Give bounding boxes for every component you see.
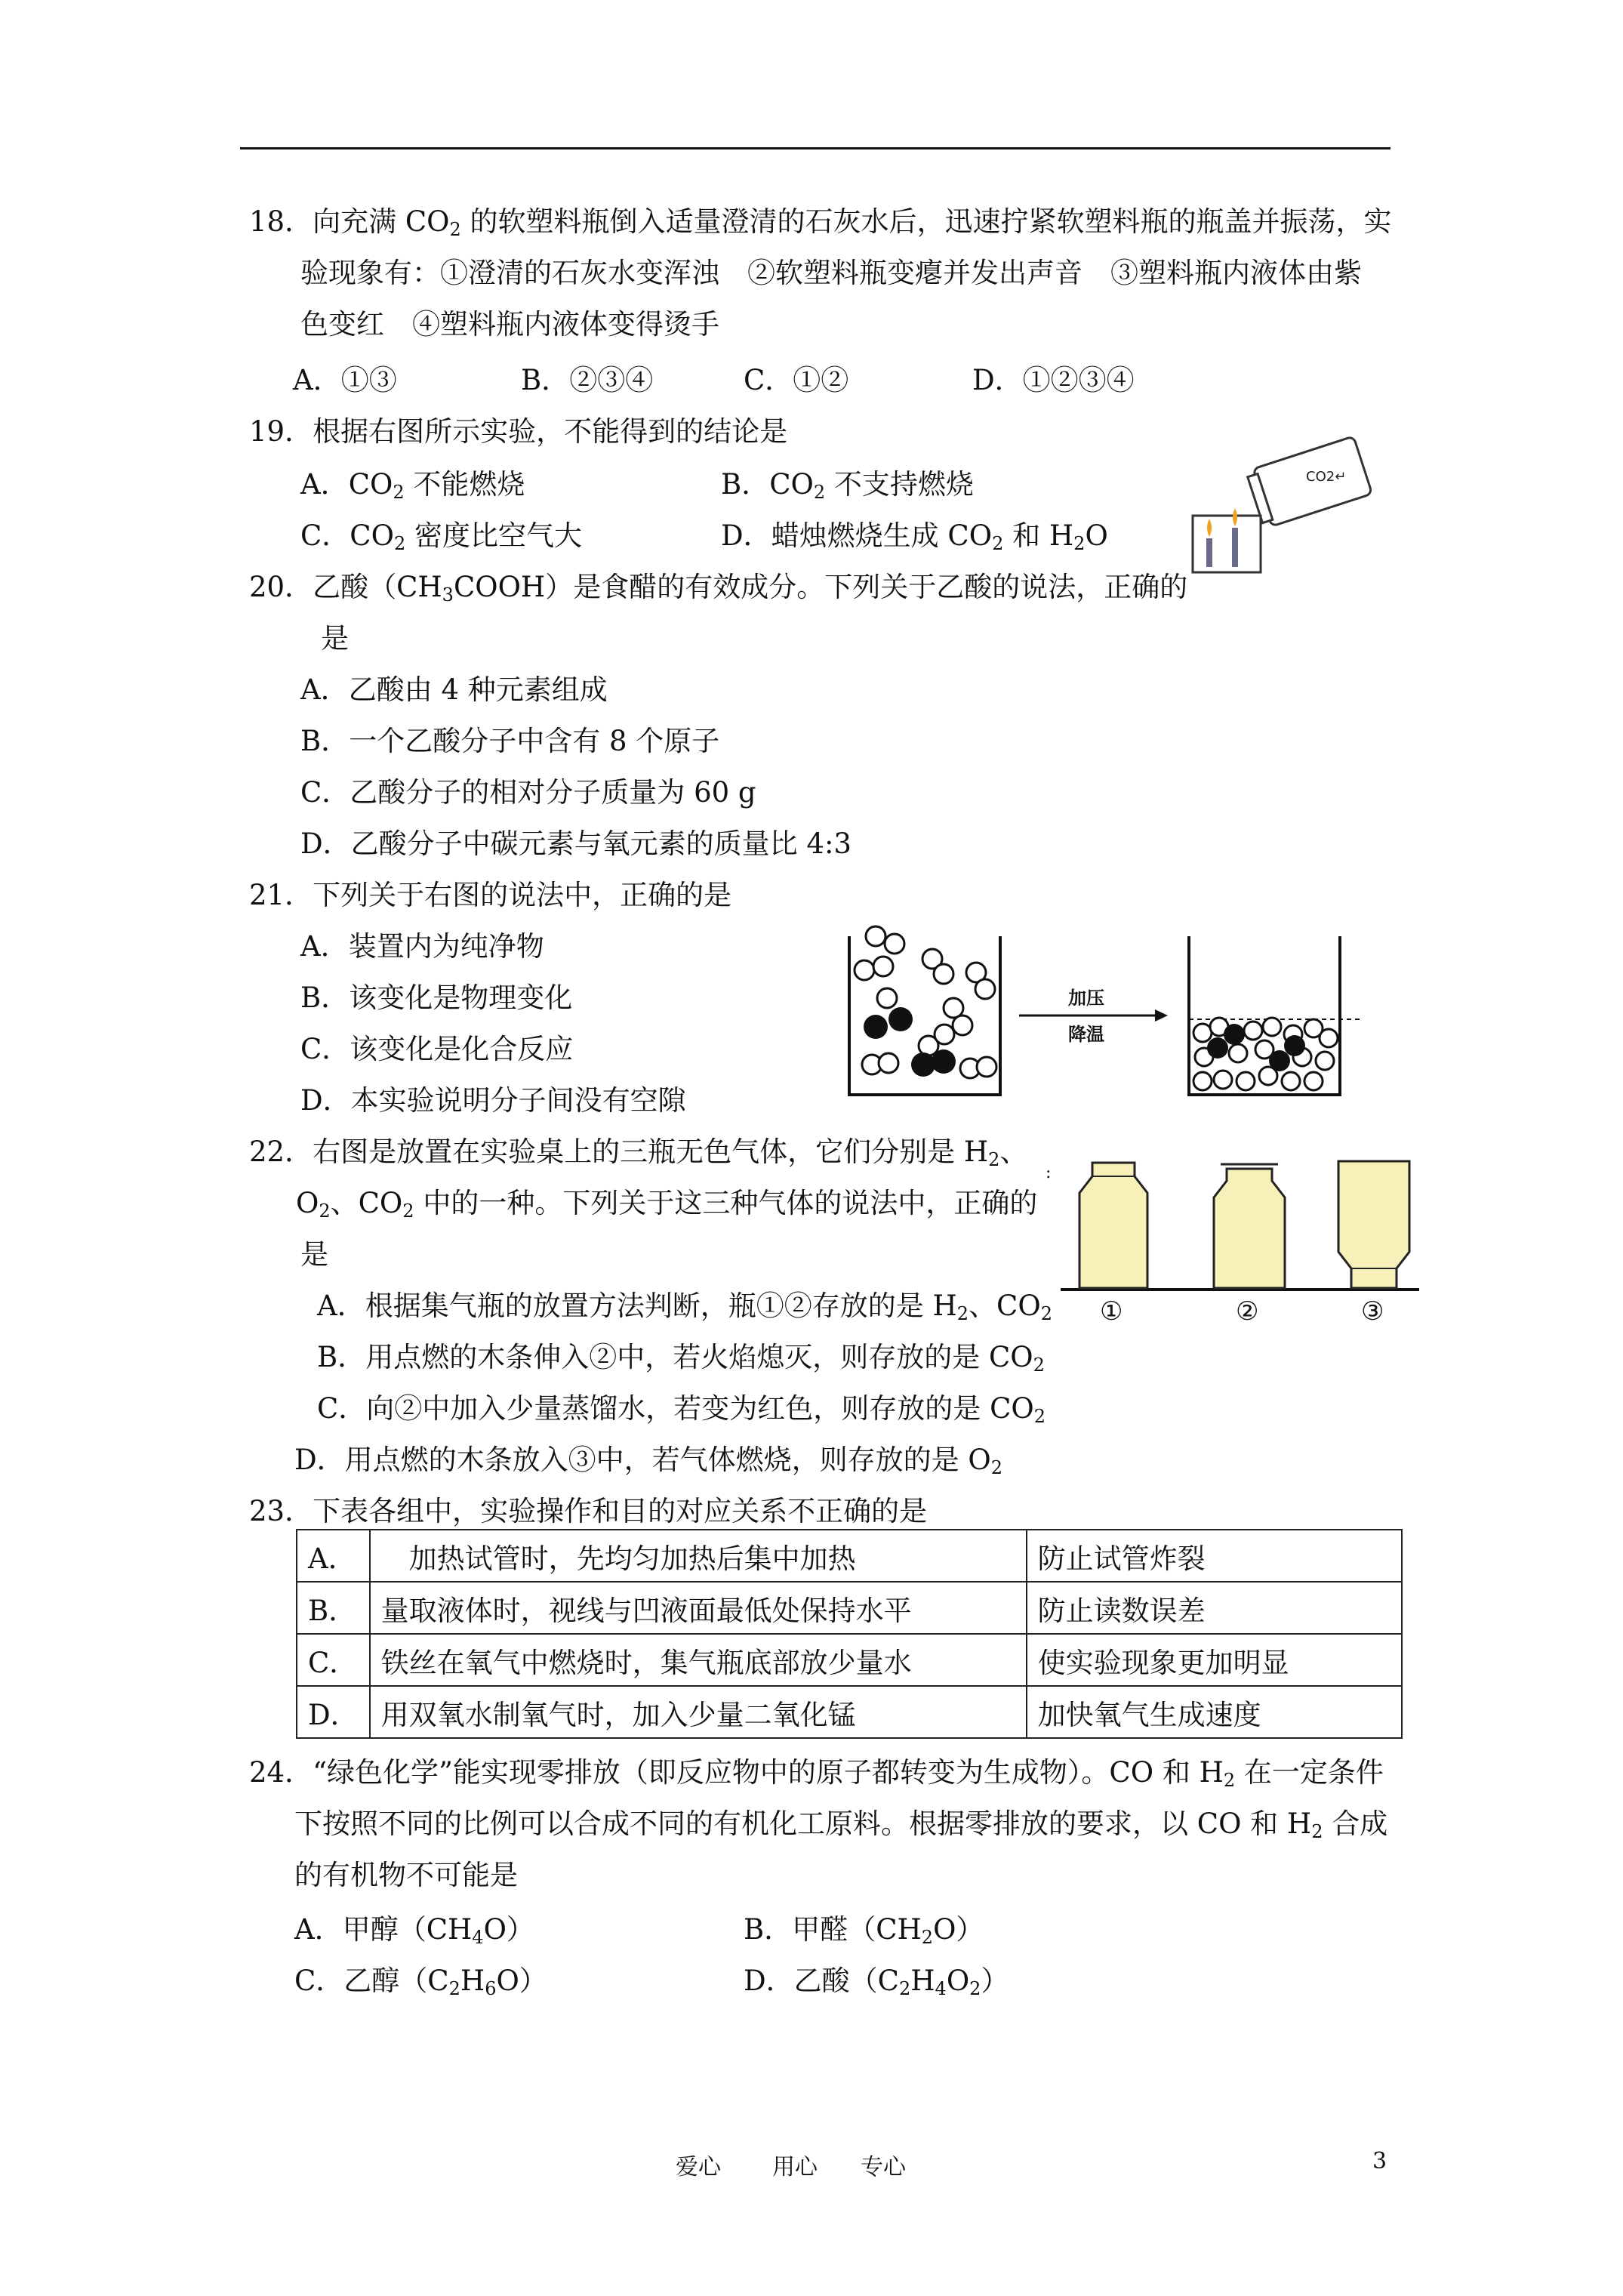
table-row: C． 铁丝在氧气中燃烧时，集气瓶底部放少量水 使实验现象更加明显 — [297, 1634, 1402, 1686]
header-rule — [240, 147, 1390, 149]
gas-bottles-figure — [1046, 1155, 1423, 1329]
arrow-label-pressurize: 加压 — [1068, 988, 1104, 1009]
bottle-1 — [1079, 1163, 1147, 1288]
q22-option-c: C．向②中加入少量蒸馏水，若变为红色，则存放的是 $CO_2$ — [317, 1392, 1046, 1427]
arrow-label-cool: 降温 — [1068, 1024, 1104, 1045]
q19-option-c: C．$CO_2$ 密度比空气大 — [300, 519, 583, 554]
q22-stem-cont: $O_2$、$CO_2$ 中的一种。下列关于这三种气体的说法中，正确的 — [296, 1187, 1038, 1222]
q21-option-b: B．该变化是物理变化 — [300, 982, 573, 1014]
q21-option-c: C．该变化是化合反应 — [300, 1033, 574, 1065]
q24-line2: 下按照不同的比例可以合成不同的有机化工原料。根据零排放的要求，以 CO 和 $H_2$ 合成 — [294, 1808, 1388, 1842]
container-after — [1189, 936, 1363, 1095]
q20-stem: 20．乙酸$(CH_3COOH)$是食醋的有效成分。下列关于乙酸的说法，正确的 — [249, 571, 1188, 606]
bottle-2 — [1214, 1164, 1285, 1288]
q24-option-d: D．乙酸$(C_2H_4O_2)$ — [744, 1965, 1009, 1999]
q23-table — [296, 1529, 1403, 1739]
q18-line2: 验现象有：①澄清的石灰水变浑浊 ②软塑料瓶变瘪并发出声音 ③塑料瓶内液体由紫 — [300, 257, 1362, 289]
q22-option-d: D．用点燃的木条放入③中，若气体燃烧，则存放的是 $O_2$ — [294, 1444, 1003, 1478]
q24-line3: 的有机物不可能是 — [294, 1859, 518, 1891]
q20-option-d: D．乙酸分子中碳元素与氧元素的质量比 4:3 — [300, 827, 852, 860]
q20-option-a: A．乙酸由 4 种元素组成 — [300, 673, 608, 706]
bottle-1-label: ① — [1100, 1296, 1123, 1327]
q23-stem: 23．下表各组中，实验操作和目的对应关系不正确的是 — [249, 1495, 928, 1527]
q24-option-b: B．甲醛$(CH_2O)$ — [744, 1913, 984, 1948]
footer-motto-2: 用心 — [772, 2154, 818, 2180]
footer-motto-1: 爱心 — [676, 2154, 721, 2180]
q18-option-b: B．②③④ — [521, 364, 654, 396]
svg-text::: : — [1046, 1163, 1052, 1182]
q20-stem-cont: 是 — [321, 622, 349, 655]
footer-motto-3: 专心 — [861, 2154, 906, 2180]
bottle-3-inverted — [1338, 1161, 1409, 1288]
co2-jar-label: CO2↵ — [1306, 469, 1347, 485]
q18-line3: 色变红 ④塑料瓶内液体变得烫手 — [300, 308, 719, 341]
q22-stem: 22．右图是放置在实验桌上的三瓶无色气体，它们分别是 $H_2$、 — [249, 1136, 1028, 1170]
bottle-3-label: ③ — [1361, 1296, 1384, 1327]
beaker — [1193, 516, 1261, 572]
page-number: 3 — [1372, 2148, 1387, 2174]
q22-stem-cont2: 是 — [300, 1238, 328, 1271]
table-row: B． 量取液体时，视线与凹液面最低处保持水平 防止读数误差 — [297, 1582, 1402, 1634]
container-before — [849, 926, 1000, 1095]
q18-option-d: D．①②③④ — [972, 364, 1135, 396]
q24-option-c: C．乙醇$(C_2H_6O)$ — [294, 1965, 547, 1999]
q21-stem: 21．下列关于右图的说法中，正确的是 — [249, 879, 732, 911]
q18-line1: 18．向充满 $CO_2$ 的软塑料瓶倒入适量澄清的石灰水后，迅速拧紧软塑料瓶的瓶盖并振荡，实 — [249, 205, 1392, 240]
co2-pouring-figure — [1185, 434, 1374, 578]
q24-option-a: A．甲醇$(CH_4O)$ — [294, 1913, 534, 1948]
q19-option-a: A．$CO_2$ 不能燃烧 — [300, 468, 525, 503]
candle-low — [1206, 538, 1212, 567]
molecule-compression-figure — [842, 914, 1370, 1102]
arrow — [1019, 1009, 1168, 1022]
q24-line1: 24．“绿色化学”能实现零排放（即反应物中的原子都转变为生成物）。CO 和 $H_2$ 在一定条件 — [249, 1756, 1384, 1791]
bottle-2-label: ② — [1236, 1296, 1259, 1327]
q18-option-a: A．①③ — [293, 364, 397, 396]
q19-stem: 19．根据右图所示实验，不能得到的结论是 — [249, 415, 788, 448]
q18-option-c: C．①② — [744, 364, 849, 396]
q21-option-d: D．本实验说明分子间没有空隙 — [300, 1084, 686, 1117]
candle-high — [1232, 528, 1238, 567]
table-row: D． 用双氧水制氧气时，加入少量二氧化锰 加快氧气生成速度 — [297, 1686, 1402, 1738]
q20-option-c: C．乙酸分子的相对分子质量为 60 g — [300, 776, 756, 809]
q19-option-d: D．蜡烛燃烧生成 $CO_2$ 和 $H_2O$ — [721, 519, 1108, 554]
q19-option-b: B．$CO_2$ 不支持燃烧 — [721, 468, 974, 503]
q20-option-b: B．一个乙酸分子中含有 8 个原子 — [300, 725, 720, 757]
q22-option-a: A．根据集气瓶的放置方法判断，瓶①②存放的是 $H_2$、$CO_2$ — [317, 1290, 1052, 1324]
q22-option-b: B．用点燃的木条伸入②中，若火焰熄灭，则存放的是 $CO_2$ — [317, 1341, 1045, 1376]
q21-option-a: A．装置内为纯净物 — [300, 930, 544, 963]
table-row: A． 加热试管时，先均匀加热后集中加热 防止试管炸裂 — [297, 1530, 1402, 1582]
